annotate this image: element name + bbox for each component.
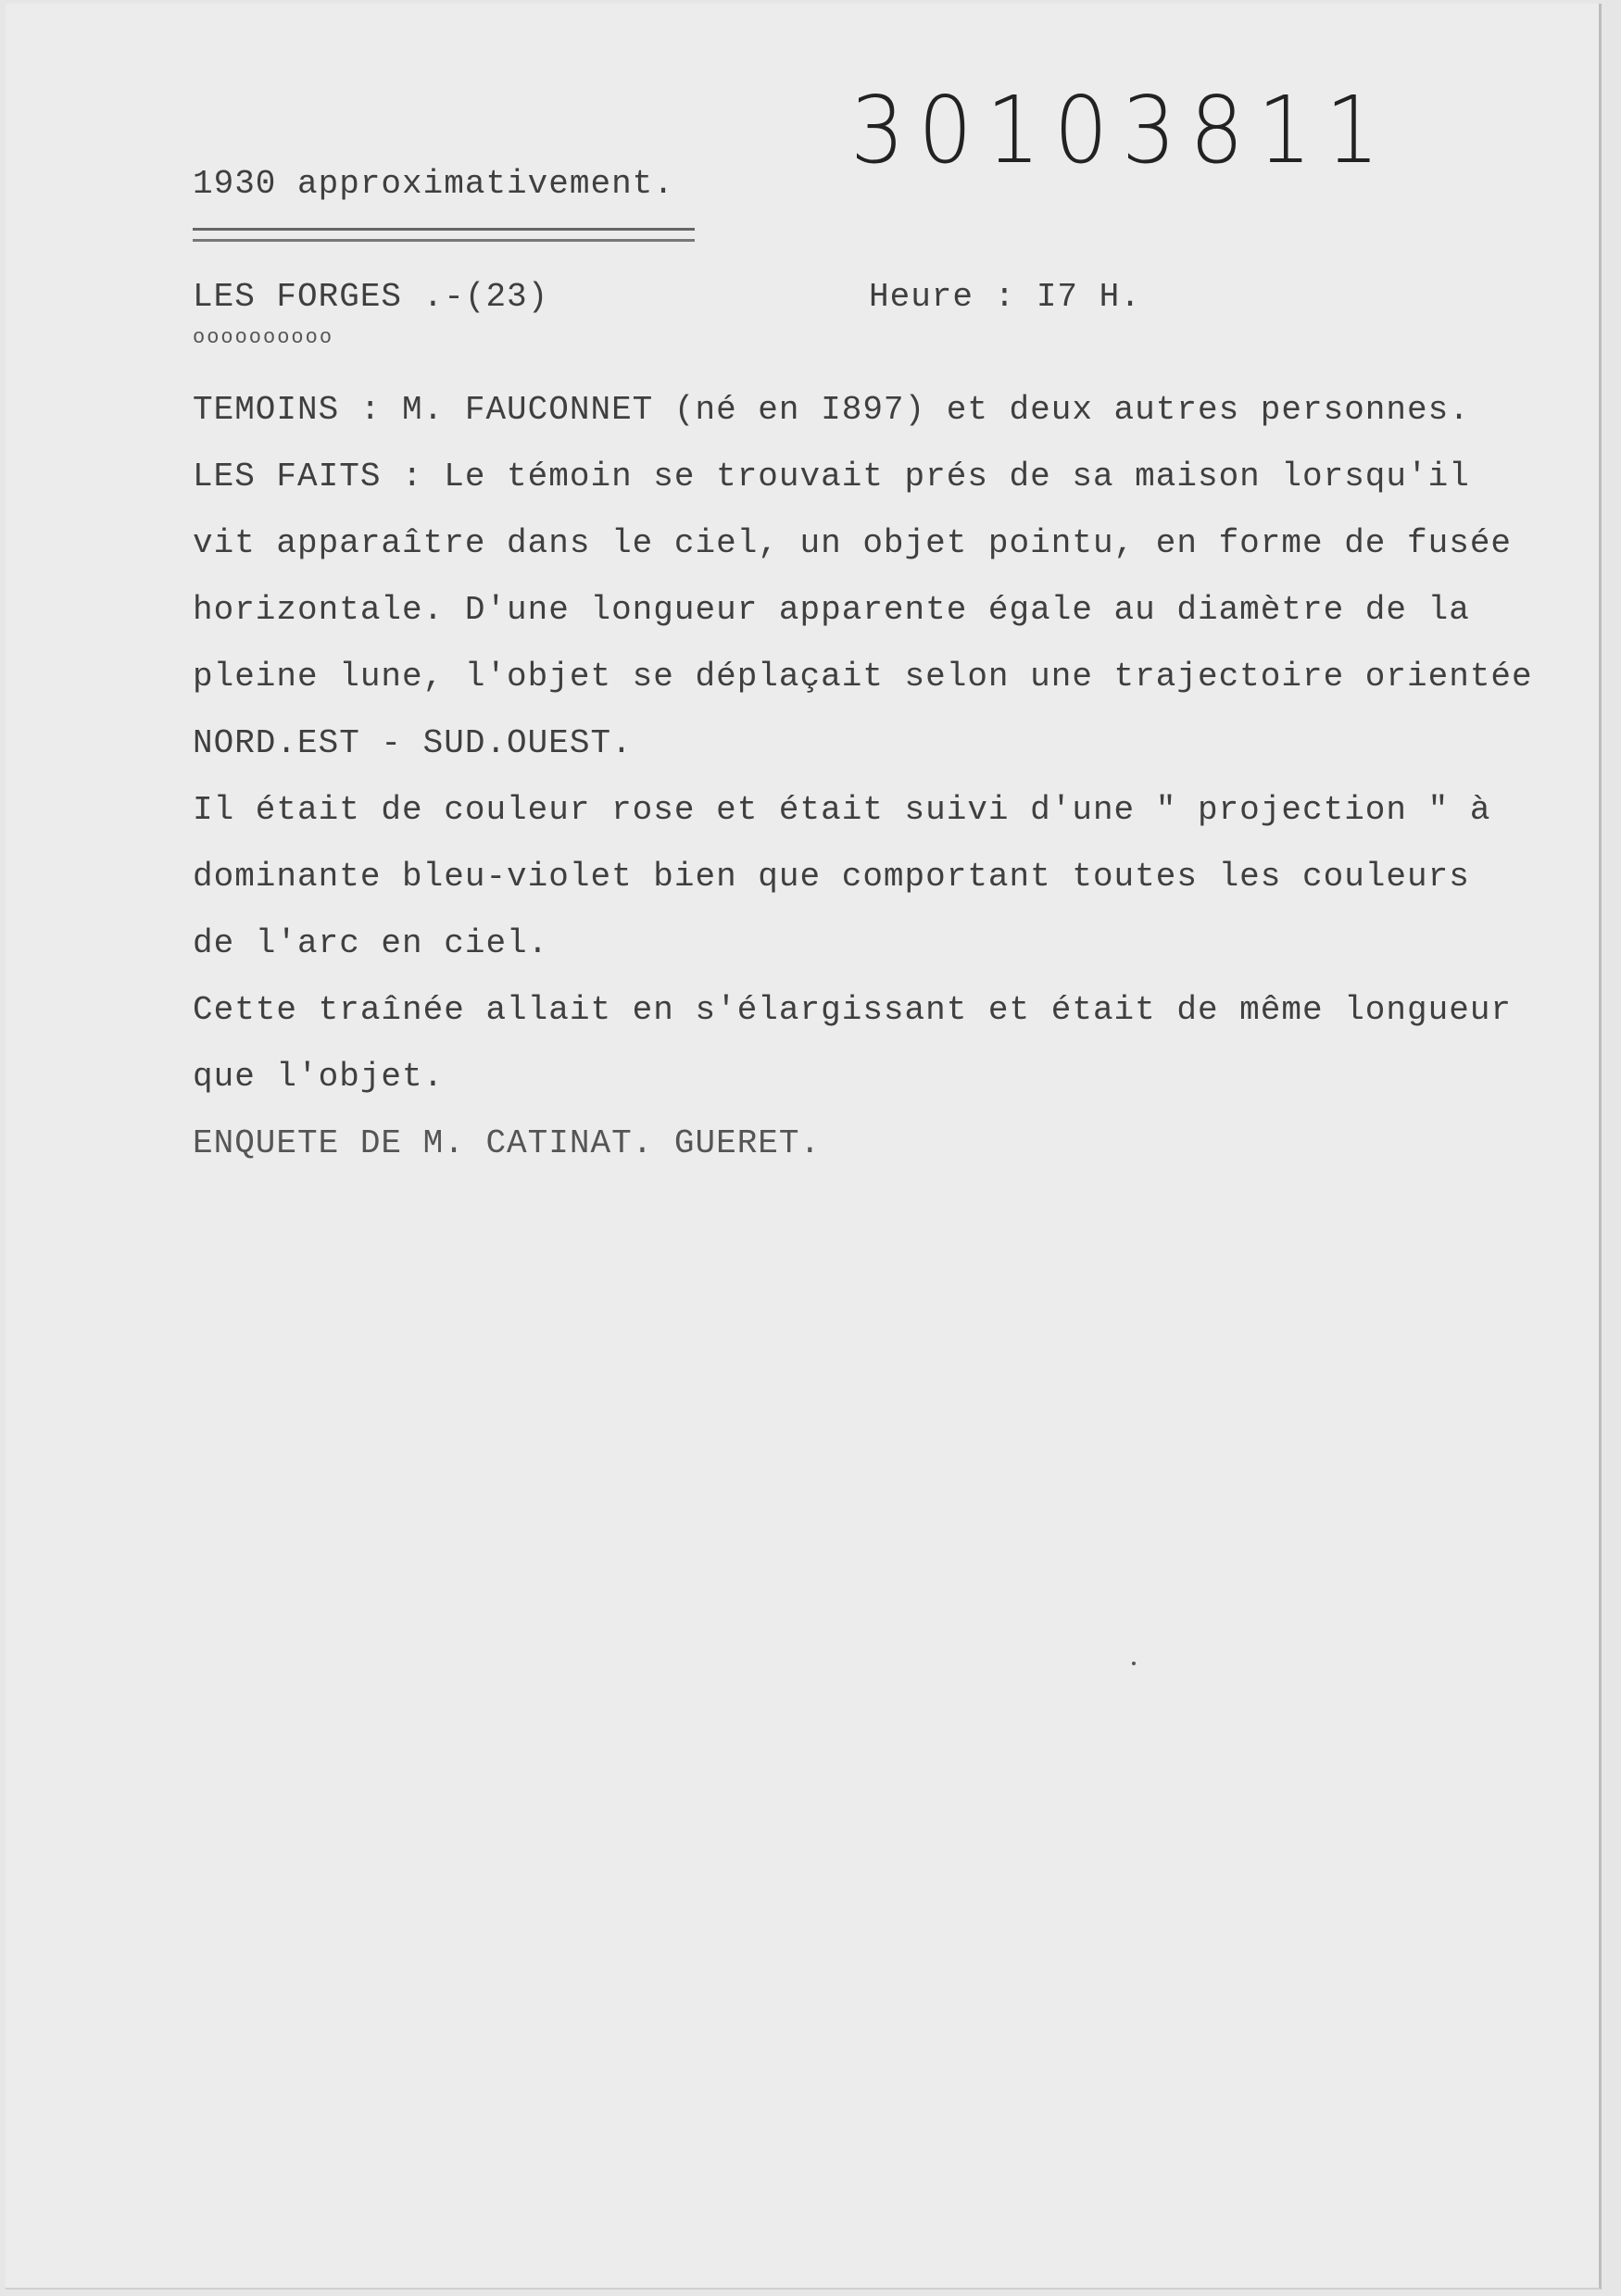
paper-speck	[1132, 1662, 1136, 1665]
date-double-underline	[193, 228, 695, 242]
facts-line-5: NORD.EST - SUD.OUEST.	[193, 724, 633, 762]
facts-line-10: que l'objet.	[193, 1058, 445, 1096]
facts-line-2: vit apparaître dans le ciel, un objet pointu, en forme de fusée	[193, 524, 1513, 562]
facts-line-7: dominante bleu-violet bien que comportant toutes les couleurs	[193, 858, 1470, 896]
investigation-credit: ENQUETE DE M. CATINAT. GUERET.	[193, 1124, 822, 1162]
date-heading: 1930 approximativement.	[193, 165, 674, 203]
facts-line-6: Il était de couleur rose et était suivi d'une " projection " à	[193, 791, 1491, 829]
place-underline: oooooooooo	[193, 326, 334, 349]
facts-line-3: horizontale. D'une longueur apparente égale au diamètre de la	[193, 591, 1470, 629]
facts-line-8: de l'arc en ciel.	[193, 924, 549, 962]
hour-label: Heure : I7 H.	[869, 278, 1141, 316]
witnesses-line: TEMOINS : M. FAUCONNET (né en I897) et deux autres personnes.	[193, 391, 1470, 429]
facts-line-4: pleine lune, l'objet se déplaçait selon une trajectoire orientée	[193, 658, 1533, 696]
facts-line-1: LES FAITS : Le témoin se trouvait prés de sa maison lorsqu'il	[193, 458, 1470, 496]
place-heading: LES FORGES .-(23)	[193, 278, 549, 316]
facts-line-9: Cette traînée allait en s'élargissant et était de même longueur	[193, 991, 1513, 1029]
archive-stamp-number: 30103811	[850, 76, 1394, 184]
